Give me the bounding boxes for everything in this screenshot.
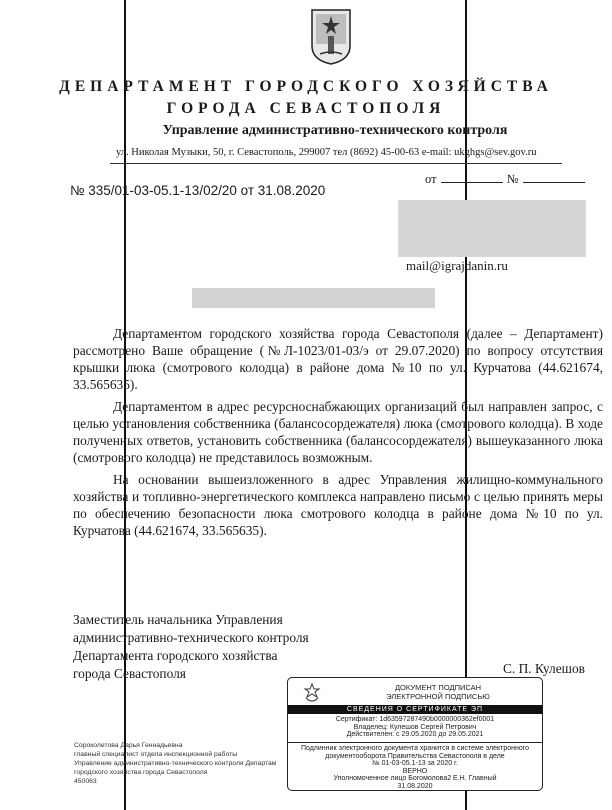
ot-blank-field [441,182,503,183]
signatory-position [73,611,309,683]
header-divider [110,163,562,164]
redacted-salutation [192,288,435,308]
storage-line: Подлинник электронного документа хранится в системе электронного [300,745,530,752]
storage-line: Уполномоченное лицо Богомолова2 Е.Н. Главный [333,775,497,783]
executor-line: Сороколетова Дарья Геннадьевна [74,742,183,749]
executor-line: 450063 [74,778,97,785]
document-number: № 335/01-03-05.1-13/02/20 от 31.08.2020 [70,183,326,198]
body-paragraph: На основании вышеизложенного в адрес Управления жилищно-коммунального хозяйства и топливно-энергетического комплекса направлено письмо с целью принять меры по обеспечению безопасности люка смотрового колодца в районе дома №10 по ул. Курчатова (44.621674, 33.565635). [73,472,603,538]
no-blank-field [523,182,585,183]
position-line: города Севастополя [73,666,186,681]
position-line: административно-технического контроля [73,630,309,645]
certificate-header-bar: СВЕДЕНИЯ О СЕРТИФИКАТЕ ЭП [288,705,542,714]
body-paragraph: Департаментом в адрес ресурсноснабжающих организаций был направлен запрос, с целью установления собственника (балансосордежателя) люка (смотрового колодца). В ходе полученных ответов, установить собственника (балансосордежателя) вышеуказанного люка (смотрового колодца) не представилось возможным. [73,399,603,465]
department-name: Управление административно-технического контроля [162,123,508,138]
electronic-signature-stamp [287,677,543,791]
stamp-title [348,683,528,701]
redacted-recipient-block [398,200,586,257]
executor-line: Управление административно-технического контроля Департам [74,760,277,767]
executor-line: городского хозяйства города Севастополя [74,769,208,776]
certificate-info [288,716,542,739]
signer-name: С. П. Кулешов [503,661,585,676]
body-paragraph: Департаментом городского хозяйства города Севастополя (далее – Департамент) рассмотрено Ваше обращение (№Л-1023/01-03/э от 29.07.2020) по вопросу отсутствия крышки люка (смотрового колодца) в районе дома №10 по ул. Курчатова (44.621674, 33.565635). [73,326,603,392]
storage-line: ВЕРНО [402,767,428,775]
executor-info [74,741,276,786]
stamp-emblem-icon [302,682,322,704]
certificate-line: Сертификат: 1d63597287490b0000000362ef0001 [335,716,495,723]
organization-name-line1: ДЕПАРТАМЕНТ ГОРОДСКОГО ХОЗЯЙСТВА [59,78,553,95]
storage-line: № 01-03-05.1-13 за 2020 г. [372,760,458,768]
executor-line: главный специалист отдела инспекционной работы [74,751,238,758]
stamp-title-line: ДОКУМЕНТ ПОДПИСАН [394,683,482,692]
position-line: Заместитель начальника Управления [73,612,283,627]
storage-line: документооборота Правительства Севастополя в деле [325,752,505,760]
contact-address: ул. Николая Музыки, 50, г. Севастополь, 299007 тел (8692) 45-00-63 e-mail: ukghgs@sev.gov.ru [116,147,537,158]
no-label: № [506,172,519,186]
recipient-email: mail@igrajdanin.ru [406,258,508,273]
certificate-line: Владелец: Кулешов Сергей Петрович [353,723,477,731]
organization-name-line2: ГОРОДА СЕВАСТОПОЛЯ [166,100,446,117]
certificate-line: Действителен: с 29.05.2020 до 29.05.2021 [346,731,484,738]
storage-line: 31.08.2020 [397,782,433,790]
stamp-title-line: ЭЛЕКТРОННОЙ ПОДПИСЬЮ [386,692,490,701]
ot-label: от [425,172,437,186]
incoming-reference [425,172,585,187]
stamp-divider [288,742,542,743]
original-storage-info [288,745,542,791]
sevastopol-coat-of-arms-icon [310,6,352,66]
letter-body [73,325,603,544]
position-line: Департамента городского хозяйства [73,648,278,663]
